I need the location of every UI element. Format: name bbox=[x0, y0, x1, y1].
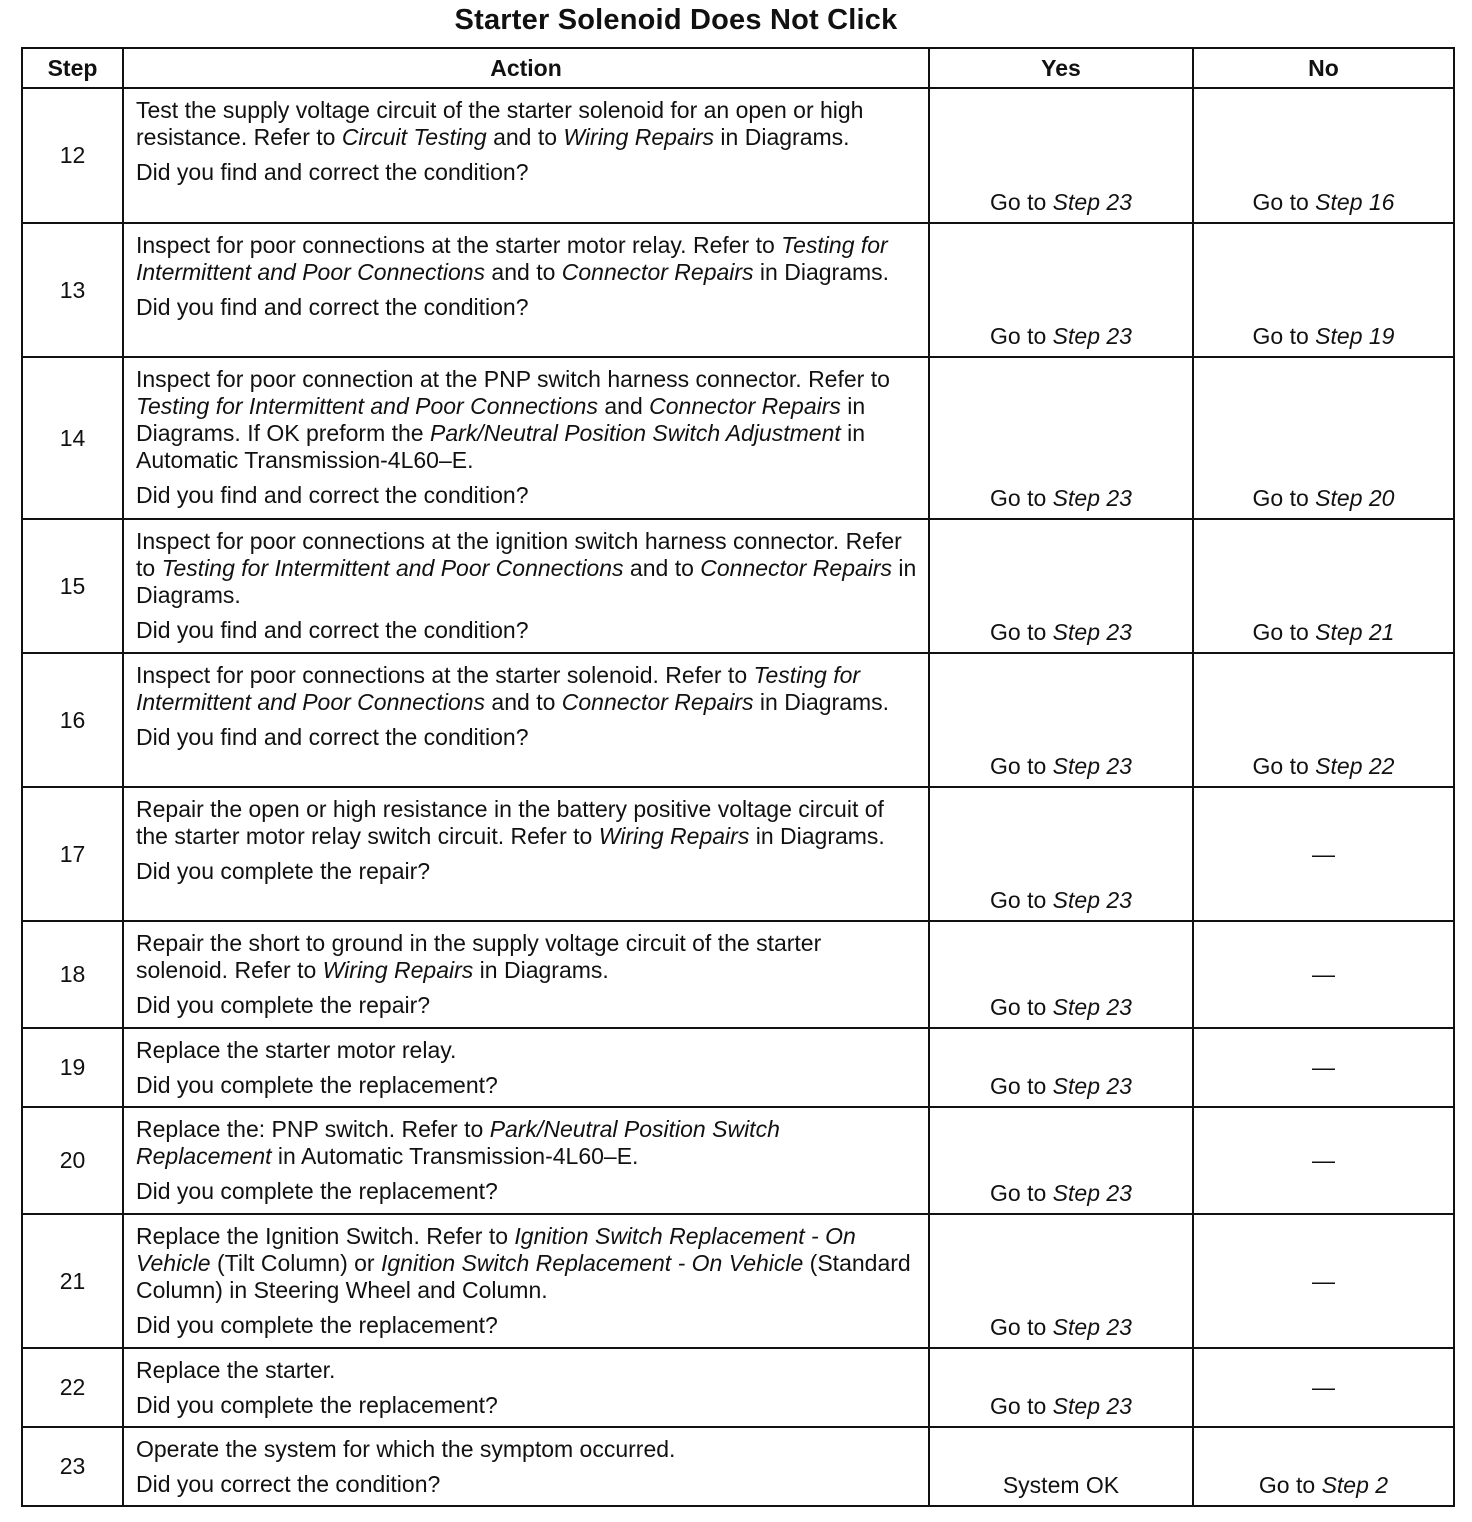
action-question: Did you find and correct the condition? bbox=[136, 724, 529, 750]
text-run: Inspect for poor connections at the starter solenoid. Refer to bbox=[136, 662, 754, 688]
action-question: Did you find and correct the condition? bbox=[136, 294, 529, 320]
text-run: — bbox=[1312, 1374, 1335, 1400]
no-result bbox=[1193, 1214, 1454, 1348]
action-description bbox=[136, 232, 918, 286]
action-description bbox=[136, 930, 918, 984]
table-row bbox=[22, 357, 1454, 519]
action-question: Did you find and correct the condition? bbox=[136, 482, 529, 508]
reference-text: Testing for Intermittent and Poor Connections bbox=[136, 232, 888, 285]
action-question: Did you find and correct the condition? bbox=[136, 617, 529, 643]
text-run: in Diagrams. bbox=[714, 124, 850, 150]
table-row bbox=[22, 653, 1454, 787]
reference-text: Wiring Repairs bbox=[563, 124, 715, 150]
text-run: Repair the short to ground in the supply voltage circuit of the starter solenoid. Refer to bbox=[136, 930, 822, 983]
text-run: Replace the starter. bbox=[136, 1357, 336, 1383]
text-run: Inspect for poor connections at the ignition switch harness connector. Refer to bbox=[136, 528, 902, 581]
step-number: 15 bbox=[22, 519, 123, 653]
no-result bbox=[1193, 921, 1454, 1028]
reference-text: Step 23 bbox=[1052, 189, 1132, 215]
reference-text: Wiring Repairs bbox=[322, 957, 474, 983]
table-row bbox=[22, 1107, 1454, 1214]
reference-text: Wiring Repairs bbox=[598, 823, 750, 849]
text-run: Go to bbox=[1252, 619, 1316, 645]
text-run: Replace the: PNP switch. Refer to bbox=[136, 1116, 490, 1142]
action-description bbox=[136, 1223, 918, 1304]
step-number: 22 bbox=[22, 1348, 123, 1427]
yes-result bbox=[929, 357, 1193, 519]
no-result bbox=[1193, 223, 1454, 357]
reference-text: Step 23 bbox=[1052, 887, 1132, 913]
action-cell bbox=[123, 357, 929, 519]
action-cell bbox=[123, 1214, 929, 1348]
text-run: Go to bbox=[1252, 753, 1316, 779]
text-run: in Diagrams. bbox=[473, 957, 609, 983]
step-number: 16 bbox=[22, 653, 123, 787]
step-number: 21 bbox=[22, 1214, 123, 1348]
action-question: Did you find and correct the condition? bbox=[136, 159, 529, 185]
text-run: and to bbox=[486, 124, 564, 150]
yes-result bbox=[929, 1348, 1193, 1427]
reference-text: Testing for Intermittent and Poor Connections bbox=[161, 555, 624, 581]
reference-text: Connector Repairs bbox=[561, 259, 754, 285]
table-row bbox=[22, 223, 1454, 357]
no-result bbox=[1193, 1107, 1454, 1214]
page-title: Starter Solenoid Does Not Click bbox=[454, 4, 898, 36]
no-result bbox=[1193, 653, 1454, 787]
header-row bbox=[22, 48, 1454, 88]
action-description bbox=[136, 528, 918, 609]
text-run: Repair the open or high resistance in the battery positive voltage circuit of the starter motor relay switch circuit. Refer to bbox=[136, 796, 884, 849]
reference-text: Step 23 bbox=[1052, 323, 1132, 349]
header-no: No bbox=[1193, 48, 1454, 88]
text-run: Inspect for poor connections at the starter motor relay. Refer to bbox=[136, 232, 782, 258]
no-result bbox=[1193, 787, 1454, 921]
text-run: in Diagrams. bbox=[753, 689, 890, 715]
action-question: Did you complete the replacement? bbox=[136, 1072, 498, 1098]
action-cell bbox=[123, 1427, 929, 1506]
action-cell bbox=[123, 1107, 929, 1214]
action-description bbox=[136, 366, 918, 474]
text-run: in Diagrams. If OK preform the bbox=[136, 393, 866, 446]
action-cell bbox=[123, 787, 929, 921]
action-question: Did you correct the condition? bbox=[136, 1471, 441, 1497]
table-row bbox=[22, 88, 1454, 223]
reference-text: Connector Repairs bbox=[700, 555, 893, 581]
reference-text: Step 16 bbox=[1315, 189, 1395, 215]
text-run: Go to bbox=[990, 619, 1053, 645]
text-run: Go to bbox=[990, 1180, 1053, 1206]
text-run: Go to bbox=[1252, 189, 1316, 215]
text-run: in Diagrams. bbox=[749, 823, 885, 849]
text-run: Go to bbox=[1258, 1472, 1322, 1498]
reference-text: Step 2 bbox=[1321, 1472, 1389, 1498]
diagnostic-table bbox=[21, 47, 1455, 1507]
action-cell bbox=[123, 653, 929, 787]
reference-text: Step 19 bbox=[1315, 323, 1395, 349]
yes-result bbox=[929, 1107, 1193, 1214]
text-run: Go to bbox=[990, 887, 1053, 913]
text-run: and bbox=[597, 393, 650, 419]
yes-result bbox=[929, 1028, 1193, 1107]
reference-text: Connector Repairs bbox=[561, 689, 754, 715]
text-run: Go to bbox=[990, 1393, 1053, 1419]
step-number: 20 bbox=[22, 1107, 123, 1214]
no-result bbox=[1193, 1028, 1454, 1107]
no-result bbox=[1193, 519, 1454, 653]
reference-text: Step 20 bbox=[1315, 485, 1395, 511]
reference-text: Step 21 bbox=[1315, 619, 1395, 645]
text-run: Go to bbox=[990, 994, 1053, 1020]
text-run: Go to bbox=[990, 485, 1053, 511]
table-row bbox=[22, 1028, 1454, 1107]
action-description bbox=[136, 1436, 918, 1463]
reference-text: Step 23 bbox=[1052, 485, 1132, 511]
text-run: in Diagrams. bbox=[136, 555, 917, 608]
text-run: — bbox=[1312, 961, 1335, 987]
text-run: — bbox=[1312, 1147, 1335, 1173]
reference-text: Circuit Testing bbox=[341, 124, 487, 150]
reference-text: Park/Neutral Position Switch Replacement bbox=[136, 1116, 780, 1169]
reference-text: Step 23 bbox=[1052, 1180, 1132, 1206]
header-step: Step bbox=[22, 48, 123, 88]
action-cell bbox=[123, 223, 929, 357]
text-run: Go to bbox=[990, 189, 1053, 215]
text-run: Replace the Ignition Switch. Refer to bbox=[136, 1223, 515, 1249]
text-run: — bbox=[1312, 1267, 1335, 1294]
text-run: Go to bbox=[990, 1073, 1053, 1099]
step-number: 23 bbox=[22, 1427, 123, 1506]
yes-result bbox=[929, 1214, 1193, 1348]
action-question: Did you complete the repair? bbox=[136, 858, 431, 884]
action-cell bbox=[123, 88, 929, 223]
no-result bbox=[1193, 1348, 1454, 1427]
step-number: 18 bbox=[22, 921, 123, 1028]
text-run: (Tilt Column) or bbox=[210, 1250, 381, 1276]
step-number: 13 bbox=[22, 223, 123, 357]
text-run: Operate the system for which the symptom occurred. bbox=[136, 1436, 676, 1462]
yes-result bbox=[929, 921, 1193, 1028]
reference-text: Step 23 bbox=[1052, 753, 1132, 779]
text-run: Go to bbox=[1252, 485, 1316, 511]
text-run: Inspect for poor connection at the PNP switch harness connector. Refer to bbox=[136, 366, 890, 392]
reference-text: Step 23 bbox=[1052, 994, 1132, 1020]
reference-text: Step 23 bbox=[1052, 619, 1132, 645]
yes-result bbox=[929, 1427, 1193, 1506]
action-cell bbox=[123, 519, 929, 653]
text-run: and to bbox=[485, 689, 562, 715]
action-question: Did you complete the replacement? bbox=[136, 1392, 498, 1418]
step-number: 19 bbox=[22, 1028, 123, 1107]
action-description bbox=[136, 1357, 918, 1384]
text-run: — bbox=[1312, 1054, 1335, 1080]
action-description bbox=[136, 1116, 918, 1170]
reference-text: Park/Neutral Position Switch Adjustment bbox=[429, 420, 841, 446]
no-result bbox=[1193, 88, 1454, 223]
action-question: Did you complete the repair? bbox=[136, 992, 431, 1018]
reference-text: Ignition Switch Replacement - On Vehicle bbox=[380, 1250, 804, 1276]
text-run: in Automatic Transmission-4L60–E. bbox=[136, 420, 866, 473]
step-number: 14 bbox=[22, 357, 123, 519]
table-row bbox=[22, 519, 1454, 653]
no-result bbox=[1193, 357, 1454, 519]
action-cell bbox=[123, 1348, 929, 1427]
yes-result bbox=[929, 223, 1193, 357]
table-row bbox=[22, 1348, 1454, 1427]
action-cell bbox=[123, 921, 929, 1028]
reference-text: Step 23 bbox=[1052, 1314, 1132, 1340]
table-row bbox=[22, 921, 1454, 1028]
text-run: and to bbox=[485, 259, 562, 285]
text-run: — bbox=[1312, 840, 1335, 867]
reference-text: Testing for Intermittent and Poor Connections bbox=[136, 662, 861, 715]
table-row bbox=[22, 1427, 1454, 1506]
text-run: and to bbox=[623, 555, 701, 581]
step-number: 17 bbox=[22, 787, 123, 921]
action-description bbox=[136, 662, 918, 716]
reference-text: Step 23 bbox=[1052, 1073, 1132, 1099]
reference-text: Testing for Intermittent and Poor Connections bbox=[136, 393, 598, 419]
action-question: Did you complete the replacement? bbox=[136, 1312, 498, 1338]
reference-text: Step 23 bbox=[1052, 1393, 1132, 1419]
text-run: Test the supply voltage circuit of the starter solenoid for an open or high resistance. Refer to bbox=[136, 97, 864, 150]
action-description bbox=[136, 1037, 918, 1064]
text-run: Go to bbox=[990, 753, 1053, 779]
table-row bbox=[22, 787, 1454, 921]
reference-text: Connector Repairs bbox=[649, 393, 841, 419]
yes-result bbox=[929, 787, 1193, 921]
action-cell bbox=[123, 1028, 929, 1107]
no-result bbox=[1193, 1427, 1454, 1506]
text-run: (Standard Column) in Steering Wheel and Column. bbox=[136, 1250, 911, 1303]
yes-result bbox=[929, 653, 1193, 787]
step-number: 12 bbox=[22, 88, 123, 223]
header-yes: Yes bbox=[929, 48, 1193, 88]
table-row bbox=[22, 1214, 1454, 1348]
yes-result bbox=[929, 519, 1193, 653]
text-run: Replace the starter motor relay. bbox=[136, 1037, 457, 1063]
text-run: Go to bbox=[990, 323, 1053, 349]
text-run: System OK bbox=[1002, 1472, 1120, 1498]
action-description bbox=[136, 796, 918, 850]
text-run: Go to bbox=[1252, 323, 1316, 349]
reference-text: Step 22 bbox=[1315, 753, 1395, 779]
yes-result bbox=[929, 88, 1193, 223]
text-run: in Diagrams. bbox=[753, 259, 890, 285]
action-question: Did you complete the replacement? bbox=[136, 1178, 498, 1204]
reference-text: Ignition Switch Replacement - On Vehicle bbox=[136, 1223, 856, 1276]
text-run: Go to bbox=[990, 1314, 1053, 1340]
action-description bbox=[136, 97, 918, 151]
header-action: Action bbox=[123, 48, 929, 88]
text-run: in Automatic Transmission-4L60–E. bbox=[271, 1143, 639, 1169]
